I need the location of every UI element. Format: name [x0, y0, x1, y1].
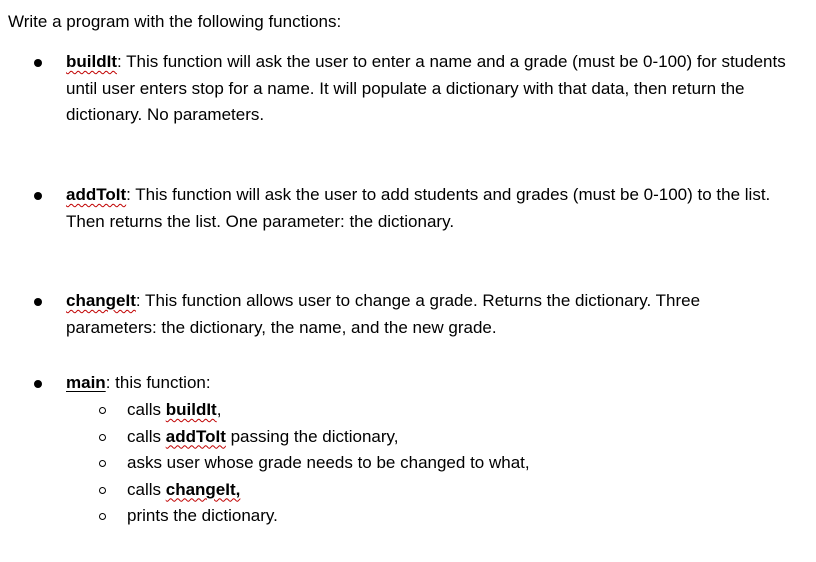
bullet-icon: [34, 192, 42, 200]
main-step: prints the dictionary.: [97, 503, 530, 530]
function-separator: :: [126, 185, 131, 204]
function-separator: :: [135, 291, 141, 310]
function-buildit-description: [66, 49, 786, 129]
circle-bullet-icon: [99, 513, 106, 520]
function-name-addtoit: addToIt: [66, 185, 127, 204]
circle-bullet-icon: [99, 407, 106, 414]
function-changeit-description: [66, 288, 786, 341]
bullet-icon: [34, 59, 42, 67]
main-steps-list: [97, 397, 530, 530]
function-main-description: [66, 370, 786, 397]
circle-bullet-icon: [99, 460, 106, 467]
main-step: calls addToIt passing the dictionary,: [97, 424, 530, 451]
main-step: calls changeIt,: [97, 477, 530, 504]
function-name-main: main: [66, 373, 106, 392]
function-changeit-text: This function allows user to change a grade. Returns the dictionary. Three parameters: the dictionary, the name, and the new grade.: [66, 291, 701, 337]
function-name-changeit: changeIt: [66, 291, 136, 310]
bullet-icon: [34, 380, 42, 388]
function-separator: :: [116, 52, 122, 71]
function-buildit-text: This function will ask the user to enter a name and a grade (must be 0-100) for students until user enters stop for a name. It will populate a dictionary with that data, then return the dictionary. No parameters.: [66, 52, 786, 124]
function-separator: :: [105, 373, 111, 392]
step-function-name: buildIt: [165, 400, 217, 419]
step-function-name: addToIt: [165, 426, 226, 446]
function-addtoit-description: [66, 182, 786, 235]
bullet-icon: [34, 298, 42, 306]
main-step: asks user whose grade needs to be changed to what,: [97, 450, 530, 477]
function-name-buildit: buildIt: [66, 52, 117, 71]
circle-bullet-icon: [99, 487, 106, 494]
circle-bullet-icon: [99, 434, 106, 441]
step-function-name: changeIt,: [165, 479, 241, 499]
main-step: calls buildIt,: [97, 397, 530, 424]
function-main-text: this function:: [110, 373, 211, 392]
intro-text: Write a program with the following functions:: [8, 12, 342, 31]
function-addtoit-text: This function will ask the user to add students and grades (must be 0-100) to the list. Then returns the list. One parameter: the dictionary.: [66, 185, 771, 231]
